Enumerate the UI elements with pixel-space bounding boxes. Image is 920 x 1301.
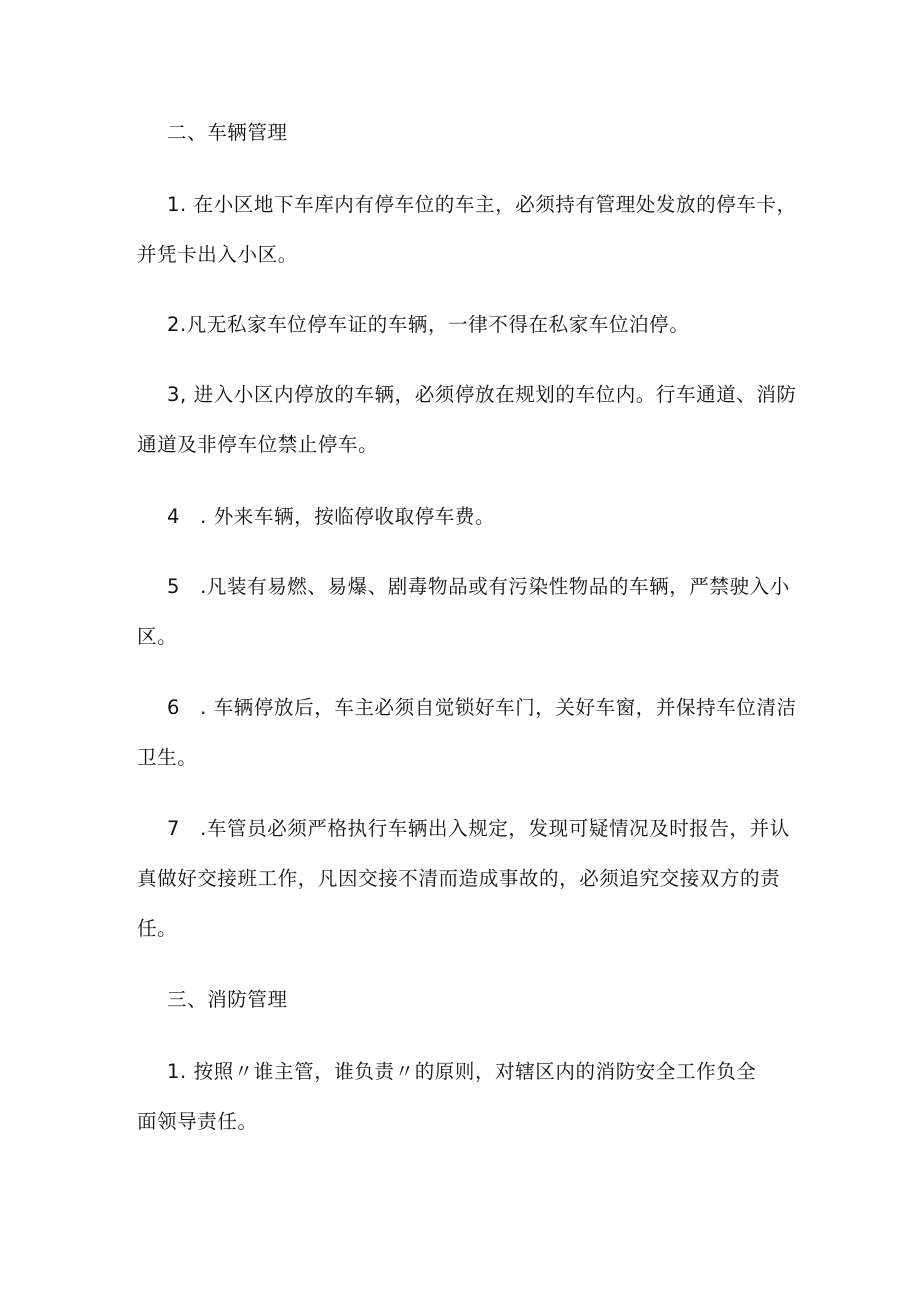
section-heading-vehicle: 二、车辆管理 [167, 121, 288, 144]
vehicle-item-6: 6 . 车辆停放后，车主必须自觉锁好车门，关好车窗，并保持车位清洁 卫生。 [137, 696, 797, 769]
vehicle-item-2: 2.凡无私家车位停车证的车辆，一律不得在私家车位泊停。 [167, 313, 690, 336]
vehicle-item-5: 5 .凡装有易燃、易爆、剧毒物品或有污染性物品的车辆，严禁驶入小 区。 [137, 575, 790, 648]
section-heading-fire: 三、消防管理 [167, 988, 288, 1011]
vehicle-item-4: 4 . 外来车辆，按临停收取停车费。 [167, 505, 496, 528]
fire-item-1: 1. 按照〃谁主管，谁负责〃的原则，对辖区内的消防安全工作负全 面领导责任。 [137, 1060, 757, 1133]
vehicle-item-7: 7 .车管员必须严格执行车辆出入规定，发现可疑情况及时报告，并认 真做好交接班工作，凡因交接不清而造成事故的，必须追究交接双方的责 任。 [137, 817, 790, 940]
vehicle-item-3: 3, 进入小区内停放的车辆，必须停放在规划的车位内。行车通道、消防 通道及非停车位禁止停车。 [137, 383, 797, 456]
vehicle-item-1: 1. 在小区地下车库内有停车位的车主，必须持有管理处发放的停车卡， 并凭卡出入小区。 [137, 193, 797, 266]
